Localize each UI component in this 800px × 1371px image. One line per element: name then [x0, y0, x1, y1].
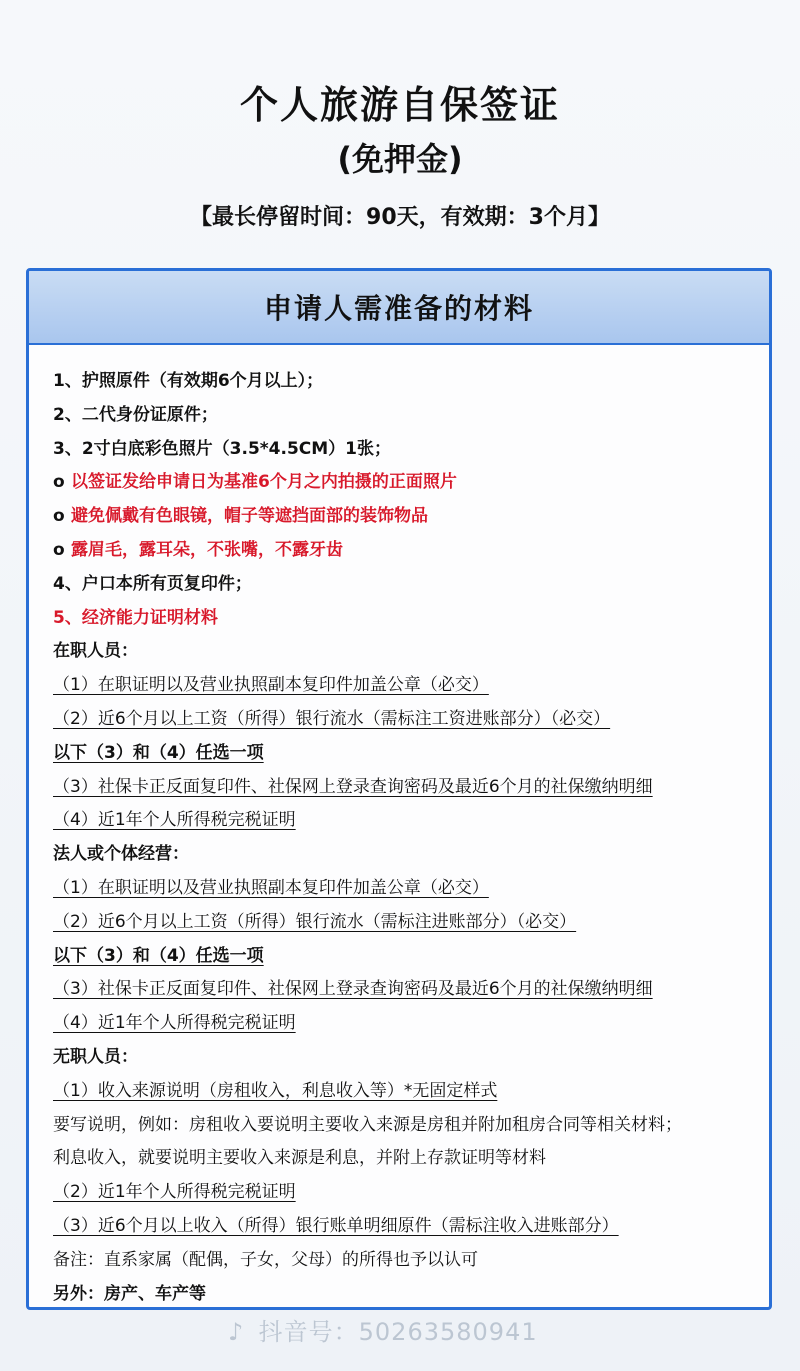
list-item — [53, 1109, 769, 1143]
list-item-text: （2）近1年个人所得税完税证明 — [53, 1182, 296, 1203]
list-item — [53, 940, 769, 974]
list-item-text: （3）近6个月以上收入（所得）银行账单明细原件（需标注收入进账部分） — [53, 1215, 619, 1236]
list-item — [53, 1244, 769, 1278]
list-item — [53, 1007, 769, 1041]
list-item — [53, 399, 769, 433]
list-item-text: 法人或个体经营： — [53, 844, 189, 865]
list-item — [53, 568, 769, 602]
list-item-text: 以下（3）和（4）任选一项 — [53, 742, 264, 763]
tiktok-icon: ♪ — [228, 1318, 245, 1346]
panel-heading: 申请人需准备的材料 — [29, 271, 769, 345]
list-item-text: 无职人员： — [53, 1046, 138, 1067]
list-item-text: 3、2寸白底彩色照片（3.5*4.5CM）1张； — [53, 438, 391, 459]
materials-list — [29, 345, 769, 1310]
list-item — [53, 906, 769, 940]
list-item-text: 露眉毛，露耳朵，不张嘴，不露牙齿 — [71, 539, 343, 560]
watermark — [228, 1312, 628, 1352]
list-item-text: （3）社保卡正反面复印件、社保网上登录查询密码及最近6个月的社保缴纳明细 — [53, 776, 653, 797]
list-item-text: （4）近1年个人所得税完税证明 — [53, 810, 296, 831]
list-item — [53, 433, 769, 467]
list-item-text: 利息收入，就要说明主要收入来源是利息，并附上存款证明等材料 — [53, 1148, 546, 1169]
list-item-text: 以签证发给申请日为基准6个月之内拍摄的正面照片 — [71, 472, 457, 493]
list-item — [53, 973, 769, 1007]
list-item-text: （1）在职证明以及营业执照副本复印件加盖公章（必交） — [53, 675, 489, 696]
list-item-text: 避免佩戴有色眼镜，帽子等遮挡面部的装饰物品 — [71, 506, 428, 527]
list-item — [53, 872, 769, 906]
list-item-text: （1）在职证明以及营业执照副本复印件加盖公章（必交） — [53, 877, 489, 898]
list-item — [53, 602, 769, 636]
list-item — [53, 1278, 769, 1310]
list-item-text: （4）近1年个人所得税完税证明 — [53, 1013, 296, 1034]
list-item-text: 2、二代身份证原件； — [53, 404, 218, 425]
list-item — [53, 466, 769, 500]
page-subtitle: (免押金) — [337, 140, 463, 178]
list-item — [53, 703, 769, 737]
list-item-text: （1）收入来源说明（房租收入，利息收入等）*无固定样式 — [53, 1080, 498, 1101]
list-item — [53, 365, 769, 399]
validity-note: 【最长停留时间：90天，有效期：3个月】 — [190, 205, 610, 230]
list-item — [53, 737, 769, 771]
list-item-text: （2）近6个月以上工资（所得）银行流水（需标注进账部分）（必交） — [53, 911, 577, 932]
bullet-marker: o — [53, 472, 65, 493]
bullet-marker: o — [53, 539, 65, 560]
list-item — [53, 500, 769, 534]
list-item — [53, 1176, 769, 1210]
list-item-text: 1、护照原件（有效期6个月以上）； — [53, 371, 324, 391]
list-item — [53, 1041, 769, 1075]
list-item — [53, 1210, 769, 1244]
list-item-text: 备注：直系家属（配偶，子女，父母）的所得也予以认可 — [53, 1249, 478, 1270]
watermark-text: 抖音号：50263580941 — [258, 1318, 538, 1346]
page-title: 个人旅游自保签证 — [239, 83, 560, 127]
list-item — [53, 771, 769, 805]
list-item-text: 5、经济能力证明材料 — [53, 607, 218, 628]
list-item — [53, 635, 769, 669]
list-item — [53, 1075, 769, 1109]
materials-panel — [26, 268, 772, 1310]
list-item-text: 另外：房产、车产等 — [53, 1283, 206, 1304]
list-item — [53, 534, 769, 568]
list-item-text: 以下（3）和（4）任选一项 — [53, 945, 264, 966]
list-item-text: （3）社保卡正反面复印件、社保网上登录查询密码及最近6个月的社保缴纳明细 — [53, 979, 653, 1000]
list-item — [53, 669, 769, 703]
list-item-text: 要写说明，例如：房租收入要说明主要收入来源是房租并附加租房合同等相关材料； — [53, 1114, 682, 1135]
list-item-text: 4、户口本所有页复印件； — [53, 573, 252, 594]
list-item-text: （2）近6个月以上工资（所得）银行流水（需标注工资进账部分）（必交） — [53, 708, 611, 729]
list-item-text: 在职人员： — [53, 641, 138, 662]
list-item — [53, 804, 769, 838]
list-item — [53, 1142, 769, 1176]
bullet-marker: o — [53, 506, 65, 527]
list-item — [53, 838, 769, 872]
